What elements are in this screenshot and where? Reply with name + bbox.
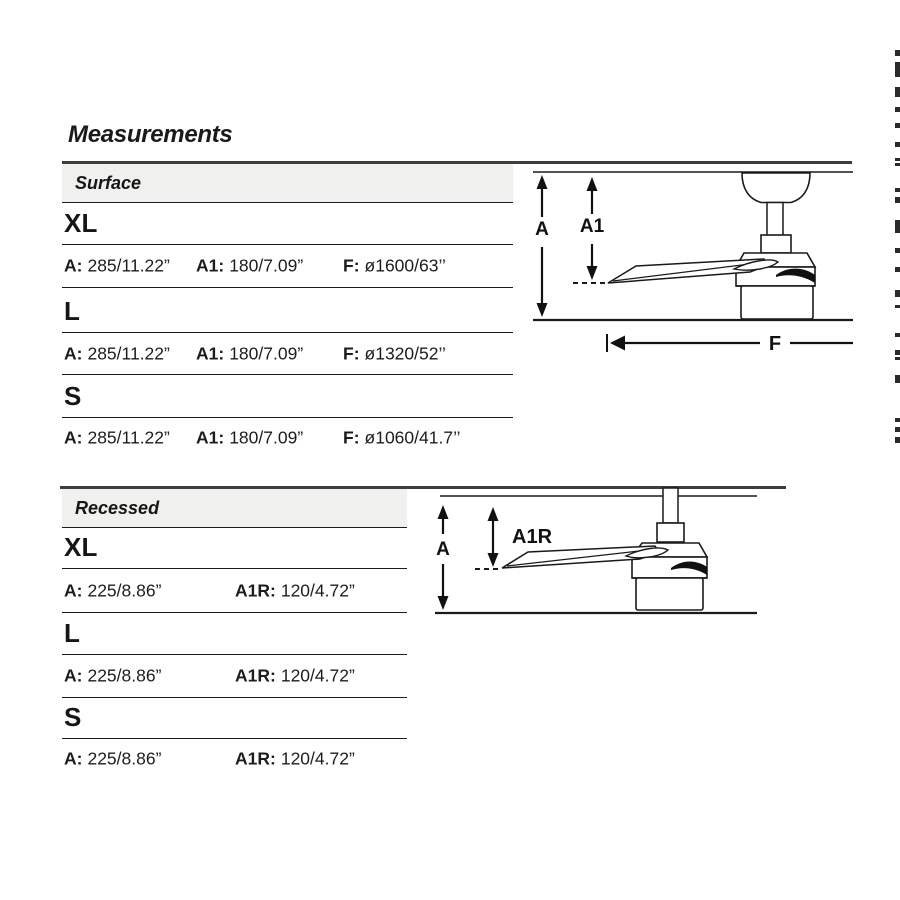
cropped-text-fragment [895, 188, 900, 192]
fan-canopy [742, 173, 810, 203]
dim-arrow-a [436, 505, 450, 610]
surface-table-header [62, 164, 513, 203]
cropped-text-fragment [895, 123, 900, 128]
dim-label-a: A [535, 219, 549, 240]
cropped-text-fragment [895, 427, 900, 432]
cropped-text-fragment [895, 197, 900, 203]
dim-a: A: 225/8.86” [64, 748, 162, 769]
dim-a1r: A1R: 120/4.72” [235, 580, 355, 600]
cropped-text-fragment [895, 357, 900, 360]
cropped-text-fragment [895, 50, 900, 56]
recessed-data-l [62, 655, 407, 698]
dim-label-a: A [436, 539, 450, 560]
fan-coupler [657, 523, 684, 542]
dim-a: A: 225/8.86” [64, 665, 162, 686]
dim-label-f: F [768, 333, 782, 355]
surface-size-xl [62, 203, 513, 245]
surface-table [62, 164, 513, 458]
dim-a1r: A1R: 120/4.72” [235, 748, 355, 769]
cropped-text-fragment [895, 380, 900, 383]
fan-motor-body [636, 578, 703, 610]
cropped-text-fragment [895, 418, 900, 422]
dim-a1: A1: 180/7.09” [196, 255, 304, 276]
recessed-table-header [62, 489, 407, 528]
surface-header-label: Surface [75, 172, 142, 193]
size-label: L [64, 296, 81, 326]
cropped-text-fragment [895, 333, 900, 337]
dim-label-a1: A1 [579, 216, 605, 237]
surface-data-xl [62, 245, 513, 288]
cropped-text-fragment [895, 87, 900, 97]
dim-f: F: ø1600/63’’ [343, 255, 446, 276]
dim-a: A: 225/8.86” [64, 580, 162, 600]
cropped-text-fragment [895, 142, 900, 147]
cropped-text-fragment [895, 290, 900, 297]
recessed-data-s [62, 739, 407, 779]
size-label: S [64, 702, 82, 732]
dim-a1: A1: 180/7.09” [196, 343, 304, 363]
cropped-text-fragment [895, 267, 900, 272]
cropped-text-fragment [895, 305, 900, 308]
size-label: L [64, 618, 81, 648]
recessed-size-l [62, 613, 407, 655]
recessed-data-xl [62, 569, 407, 613]
cropped-text-fragment [895, 163, 900, 166]
dim-a1: A1: 180/7.09” [196, 427, 304, 448]
recessed-size-s [62, 698, 407, 739]
fan-downrod [767, 203, 783, 236]
size-label: XL [64, 208, 98, 238]
dim-a: A: 285/11.22” [64, 343, 170, 363]
cropped-text-fragment [895, 158, 900, 161]
dim-arrow-a [535, 175, 549, 317]
fan-coupler [761, 235, 791, 253]
dim-a1r: A1R: 120/4.72” [235, 665, 355, 686]
cropped-text-fragment [895, 437, 900, 443]
size-label: S [64, 381, 82, 411]
dim-label-a1r: A1R [512, 526, 553, 548]
recessed-header-label: Recessed [75, 497, 160, 518]
dim-f: F: ø1320/52’’ [343, 343, 446, 363]
page-title: Measurements [68, 121, 233, 148]
recessed-size-xl [62, 528, 407, 569]
surface-data-s [62, 418, 513, 458]
dim-f: F: ø1060/41.7’’ [343, 427, 461, 448]
cropped-text-fragment [895, 350, 900, 355]
dim-arrow-f [607, 333, 853, 355]
surface-size-s [62, 375, 513, 418]
recessed-table [62, 489, 407, 779]
dim-a: A: 285/11.22” [64, 255, 170, 276]
recessed-mount-diagram [430, 480, 770, 625]
dim-arrow-a1 [580, 177, 605, 280]
cropped-text-fragment [895, 220, 900, 233]
size-label: XL [64, 532, 98, 562]
fan-motor-body [741, 286, 813, 319]
cropped-text-fragment [895, 248, 900, 253]
surface-size-l [62, 288, 513, 333]
surface-mount-diagram [520, 155, 860, 367]
dim-a: A: 285/11.22” [64, 427, 170, 448]
cropped-text-fragment [895, 62, 900, 77]
fan-downrod [663, 488, 678, 523]
surface-data-l [62, 333, 513, 375]
cropped-text-fragment [895, 107, 900, 112]
